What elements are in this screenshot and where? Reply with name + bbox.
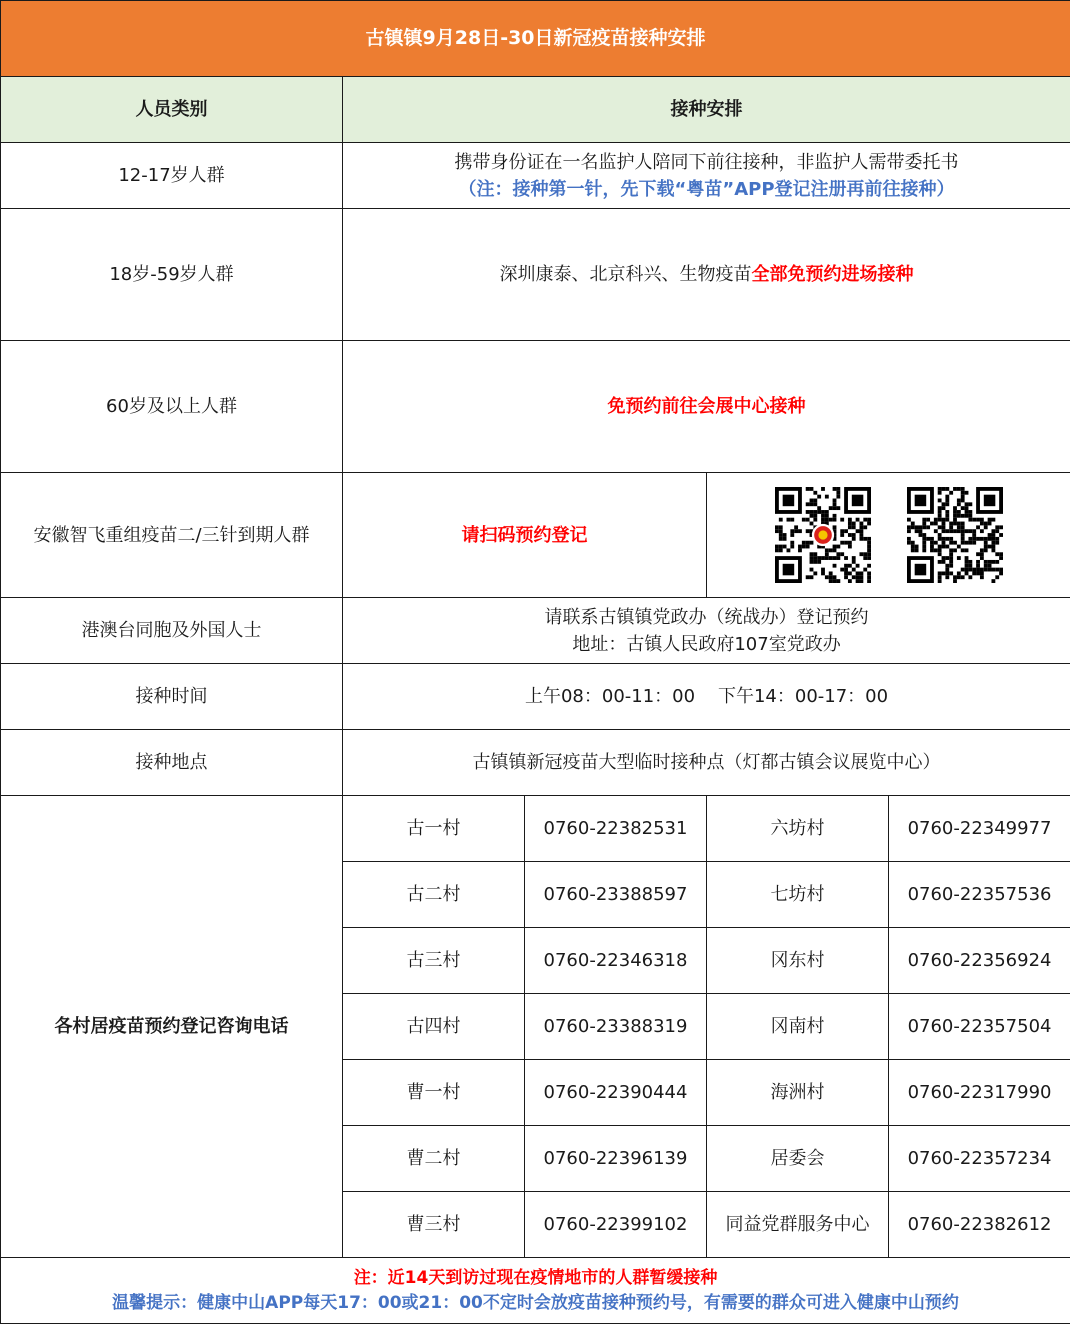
village-name: 七坊村 <box>707 862 889 928</box>
row-label-hk-macao-taiwan: 港澳台同胞及外国人士 <box>1 598 343 664</box>
phone-number[interactable]: 0760-23388319 <box>525 994 707 1060</box>
phone-number[interactable]: 0760-22346318 <box>525 928 707 994</box>
village-name: 同益党群服务中心 <box>707 1192 889 1258</box>
village-name: 冈东村 <box>707 928 889 994</box>
village-name: 古二村 <box>343 862 525 928</box>
row-arrangement-12-17 <box>343 143 1070 209</box>
village-name: 海洲村 <box>707 1060 889 1126</box>
village-name: 六坊村 <box>707 796 889 862</box>
row-label-18-59: 18岁-59岁人群 <box>1 209 343 341</box>
contact-row <box>1 796 1070 862</box>
village-name: 曹一村 <box>343 1060 525 1126</box>
village-name: 冈南村 <box>707 994 889 1060</box>
phone-number[interactable]: 0760-22349977 <box>889 796 1070 862</box>
row-label-location: 接种地点 <box>1 730 343 796</box>
village-name: 古一村 <box>343 796 525 862</box>
village-name: 居委会 <box>707 1126 889 1192</box>
highlight-text: 全部免预约进场接种 <box>751 264 914 285</box>
qr-codes-cell <box>707 473 1070 598</box>
phone-number[interactable]: 0760-22357234 <box>889 1126 1070 1192</box>
phone-number[interactable]: 0760-22357536 <box>889 862 1070 928</box>
header-arrangement: 接种安排 <box>343 77 1070 143</box>
row-label-12-17: 12-17岁人群 <box>1 143 343 209</box>
qr-code-icon[interactable] <box>907 487 1003 583</box>
arrangement-note: （注：接种第一针，先下载“粤苗”APP登记注册再前往接种） <box>458 178 955 200</box>
village-name: 古四村 <box>343 994 525 1060</box>
phone-number[interactable]: 0760-22390444 <box>525 1060 707 1126</box>
page-title: 古镇镇9月28日-30日新冠疫苗接种安排 <box>1 1 1070 77</box>
phone-number[interactable]: 0760-22399102 <box>525 1192 707 1258</box>
phone-number[interactable]: 0760-22382612 <box>889 1192 1070 1258</box>
row-arrangement-18-59 <box>343 209 1070 341</box>
footer-tip: 温馨提示：健康中山APP每天17：00或21：00不定时会放疫苗接种预约号，有需要的群众可进入健康中山预约 <box>112 1292 959 1313</box>
row-arrangement-60-plus: 免预约前往会展中心接种 <box>343 341 1070 473</box>
vaccine-list: 深圳康泰、北京科兴、生物疫苗 <box>499 264 752 285</box>
village-name: 曹三村 <box>343 1192 525 1258</box>
row-label-anhui-zhifei: 安徽智飞重组疫苗二/三针到期人群 <box>1 473 343 598</box>
header-category: 人员类别 <box>1 77 343 143</box>
village-name: 古三村 <box>343 928 525 994</box>
vaccination-location: 古镇镇新冠疫苗大型临时接种点（灯都古镇会议展览中心） <box>343 730 1070 796</box>
phone-number[interactable]: 0760-22317990 <box>889 1060 1070 1126</box>
vaccination-time: 上午08：00-11：00 下午14：00-17：00 <box>343 664 1070 730</box>
qr-code-icon[interactable] <box>775 487 871 583</box>
phone-number[interactable]: 0760-22356924 <box>889 928 1070 994</box>
phone-number[interactable]: 0760-22396139 <box>525 1126 707 1192</box>
row-label-60-plus: 60岁及以上人群 <box>1 341 343 473</box>
phone-number[interactable]: 0760-23388597 <box>525 862 707 928</box>
village-name: 曹二村 <box>343 1126 525 1192</box>
footer-warning: 注：近14天到访过现在疫情地市的人群暂缓接种 <box>353 1267 718 1288</box>
row-arrangement-hk-macao-taiwan <box>343 598 1070 664</box>
row-label-time: 接种时间 <box>1 664 343 730</box>
contacts-label: 各村居疫苗预约登记咨询电话 <box>1 796 343 1258</box>
phone-number[interactable]: 0760-22357504 <box>889 994 1070 1060</box>
footer-notes <box>1 1258 1070 1324</box>
address-line: 地址：古镇人民政府107室党政办 <box>572 633 841 655</box>
phone-number[interactable]: 0760-22382531 <box>525 796 707 862</box>
arrangement-line: 携带身份证在一名监护人陪同下前往接种，非监护人需带委托书 <box>454 151 959 173</box>
contact-office-line: 请联系古镇镇党政办（统战办）登记预约 <box>544 606 869 628</box>
scan-to-register-text: 请扫码预约登记 <box>343 473 707 598</box>
